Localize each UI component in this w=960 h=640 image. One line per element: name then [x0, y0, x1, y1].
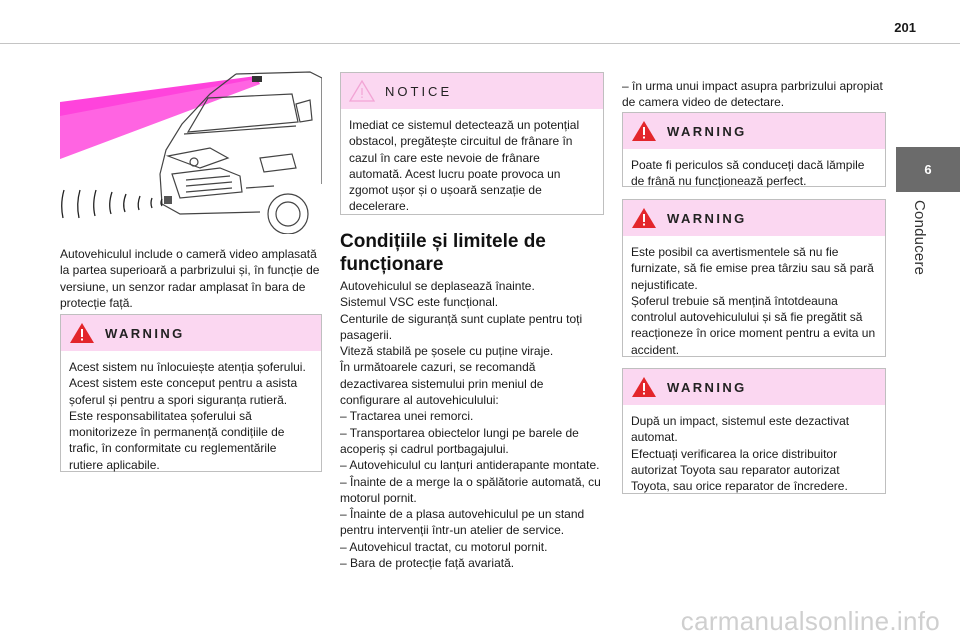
warning-body: După un impact, sistemul este dezactivat automat. Efectuați verificarea la orice distribuitor autorizat Toyota sau reparator autorizat Toyota, sau orice reparator de încredere.: [631, 414, 850, 494]
warning-box-3: [622, 199, 886, 357]
warning-box-2: [622, 112, 886, 187]
warning-header: [623, 369, 885, 405]
notice-title: NOTICE: [385, 83, 453, 99]
warning-triangle-icon: [631, 120, 657, 142]
warning-title: WARNING: [667, 379, 747, 395]
notice-box: [340, 72, 604, 215]
warning-header: [61, 315, 321, 351]
warning-body: Este posibil ca avertismentele să nu fie furnizate, să fie emise prea târziu sau să pară nejustificate. Șoferul trebuie să mențină întotdeauna controlul autovehiculului și să fie pregătit să reacționeze în orice moment pentru a evita un accident.: [631, 245, 876, 357]
chapter-tab[interactable]: 6: [896, 147, 960, 192]
notice-header: [341, 73, 603, 109]
radar-sensor-icon: [164, 196, 172, 204]
warning-title: WARNING: [667, 123, 747, 139]
warning-triangle-icon: [631, 207, 657, 229]
chapter-label: Conducere: [911, 200, 928, 276]
warning-box-1: [60, 314, 322, 472]
conditions-body: Autovehiculul se deplasează înainte. Sistemul VSC este funcțional. Centurile de siguranță sunt cuplate pentru toți pasagerii. Viteză stabilă pe șosele cu puține viraje. În următoarele cazuri, se recomandă dezactivarea sistemului prin meniul de configurare al autovehiculului: – Tractarea unei remorci. – Transportarea obiectelor lungi pe barele de acoperiș și cadrul portbagajului. – Autovehiculul cu lanțuri antiderapante montate. – Înainte de a merge la o spălătorie automată, cu motorul pornit. – Înainte de a plasa autovehiculul pe un stand pentru intervenții într-un atelier de service. – Autovehicul tractat, cu motorul pornit. – Bara de protecție față avariată.: [340, 279, 601, 571]
warning-header: [623, 200, 885, 236]
header-rule: [0, 43, 960, 44]
section-heading: Condițiile și limitele de funcționare: [340, 231, 546, 275]
intro-paragraph: Autovehiculul include o cameră video amplasată la partea superioară a parbrizului și, în funcție de versiune, un senzor radar amplasat în bara de protecție față.: [60, 247, 320, 310]
warning-box-4: [622, 368, 886, 494]
warning-triangle-icon: [69, 322, 95, 344]
page-number: 201: [894, 20, 916, 35]
radar-waves: [62, 190, 162, 218]
col3-intro: – în urma unui impact asupra parbrizului apropiat de camera video de detectare.: [622, 79, 883, 110]
warning-triangle-icon: [631, 376, 657, 398]
warning-title: WARNING: [667, 210, 747, 226]
warning-header: [623, 113, 885, 149]
camera-icon: [252, 76, 262, 82]
van-front-camera-illustration: [60, 64, 322, 234]
footer-watermark[interactable]: carmanualsonline.info: [680, 606, 940, 636]
warning-body: Acest sistem nu înlocuiește atenția șoferului. Acest sistem este conceput pentru a asista șoferul și pentru a spori siguranța rutieră. Este responsabilitatea șoferului să monitorizeze în permanență condițiile de trafic, în conformitate cu reglementările rutiere aplicabile.: [69, 360, 306, 472]
warning-title: WARNING: [105, 325, 185, 341]
notice-body: Imediat ce sistemul detectează un potențial obstacol, pregătește circuitul de frânare în cazul în care este nevoie de frânare automată. Acest lucru poate provoca un zgomot ușor și o ușoară senzație de decelerare.: [349, 118, 580, 214]
warning-body: Poate fi periculos să conduceți dacă lămpile de frână nu funcționează perfect.: [631, 158, 865, 189]
notice-triangle-icon: [349, 80, 375, 102]
